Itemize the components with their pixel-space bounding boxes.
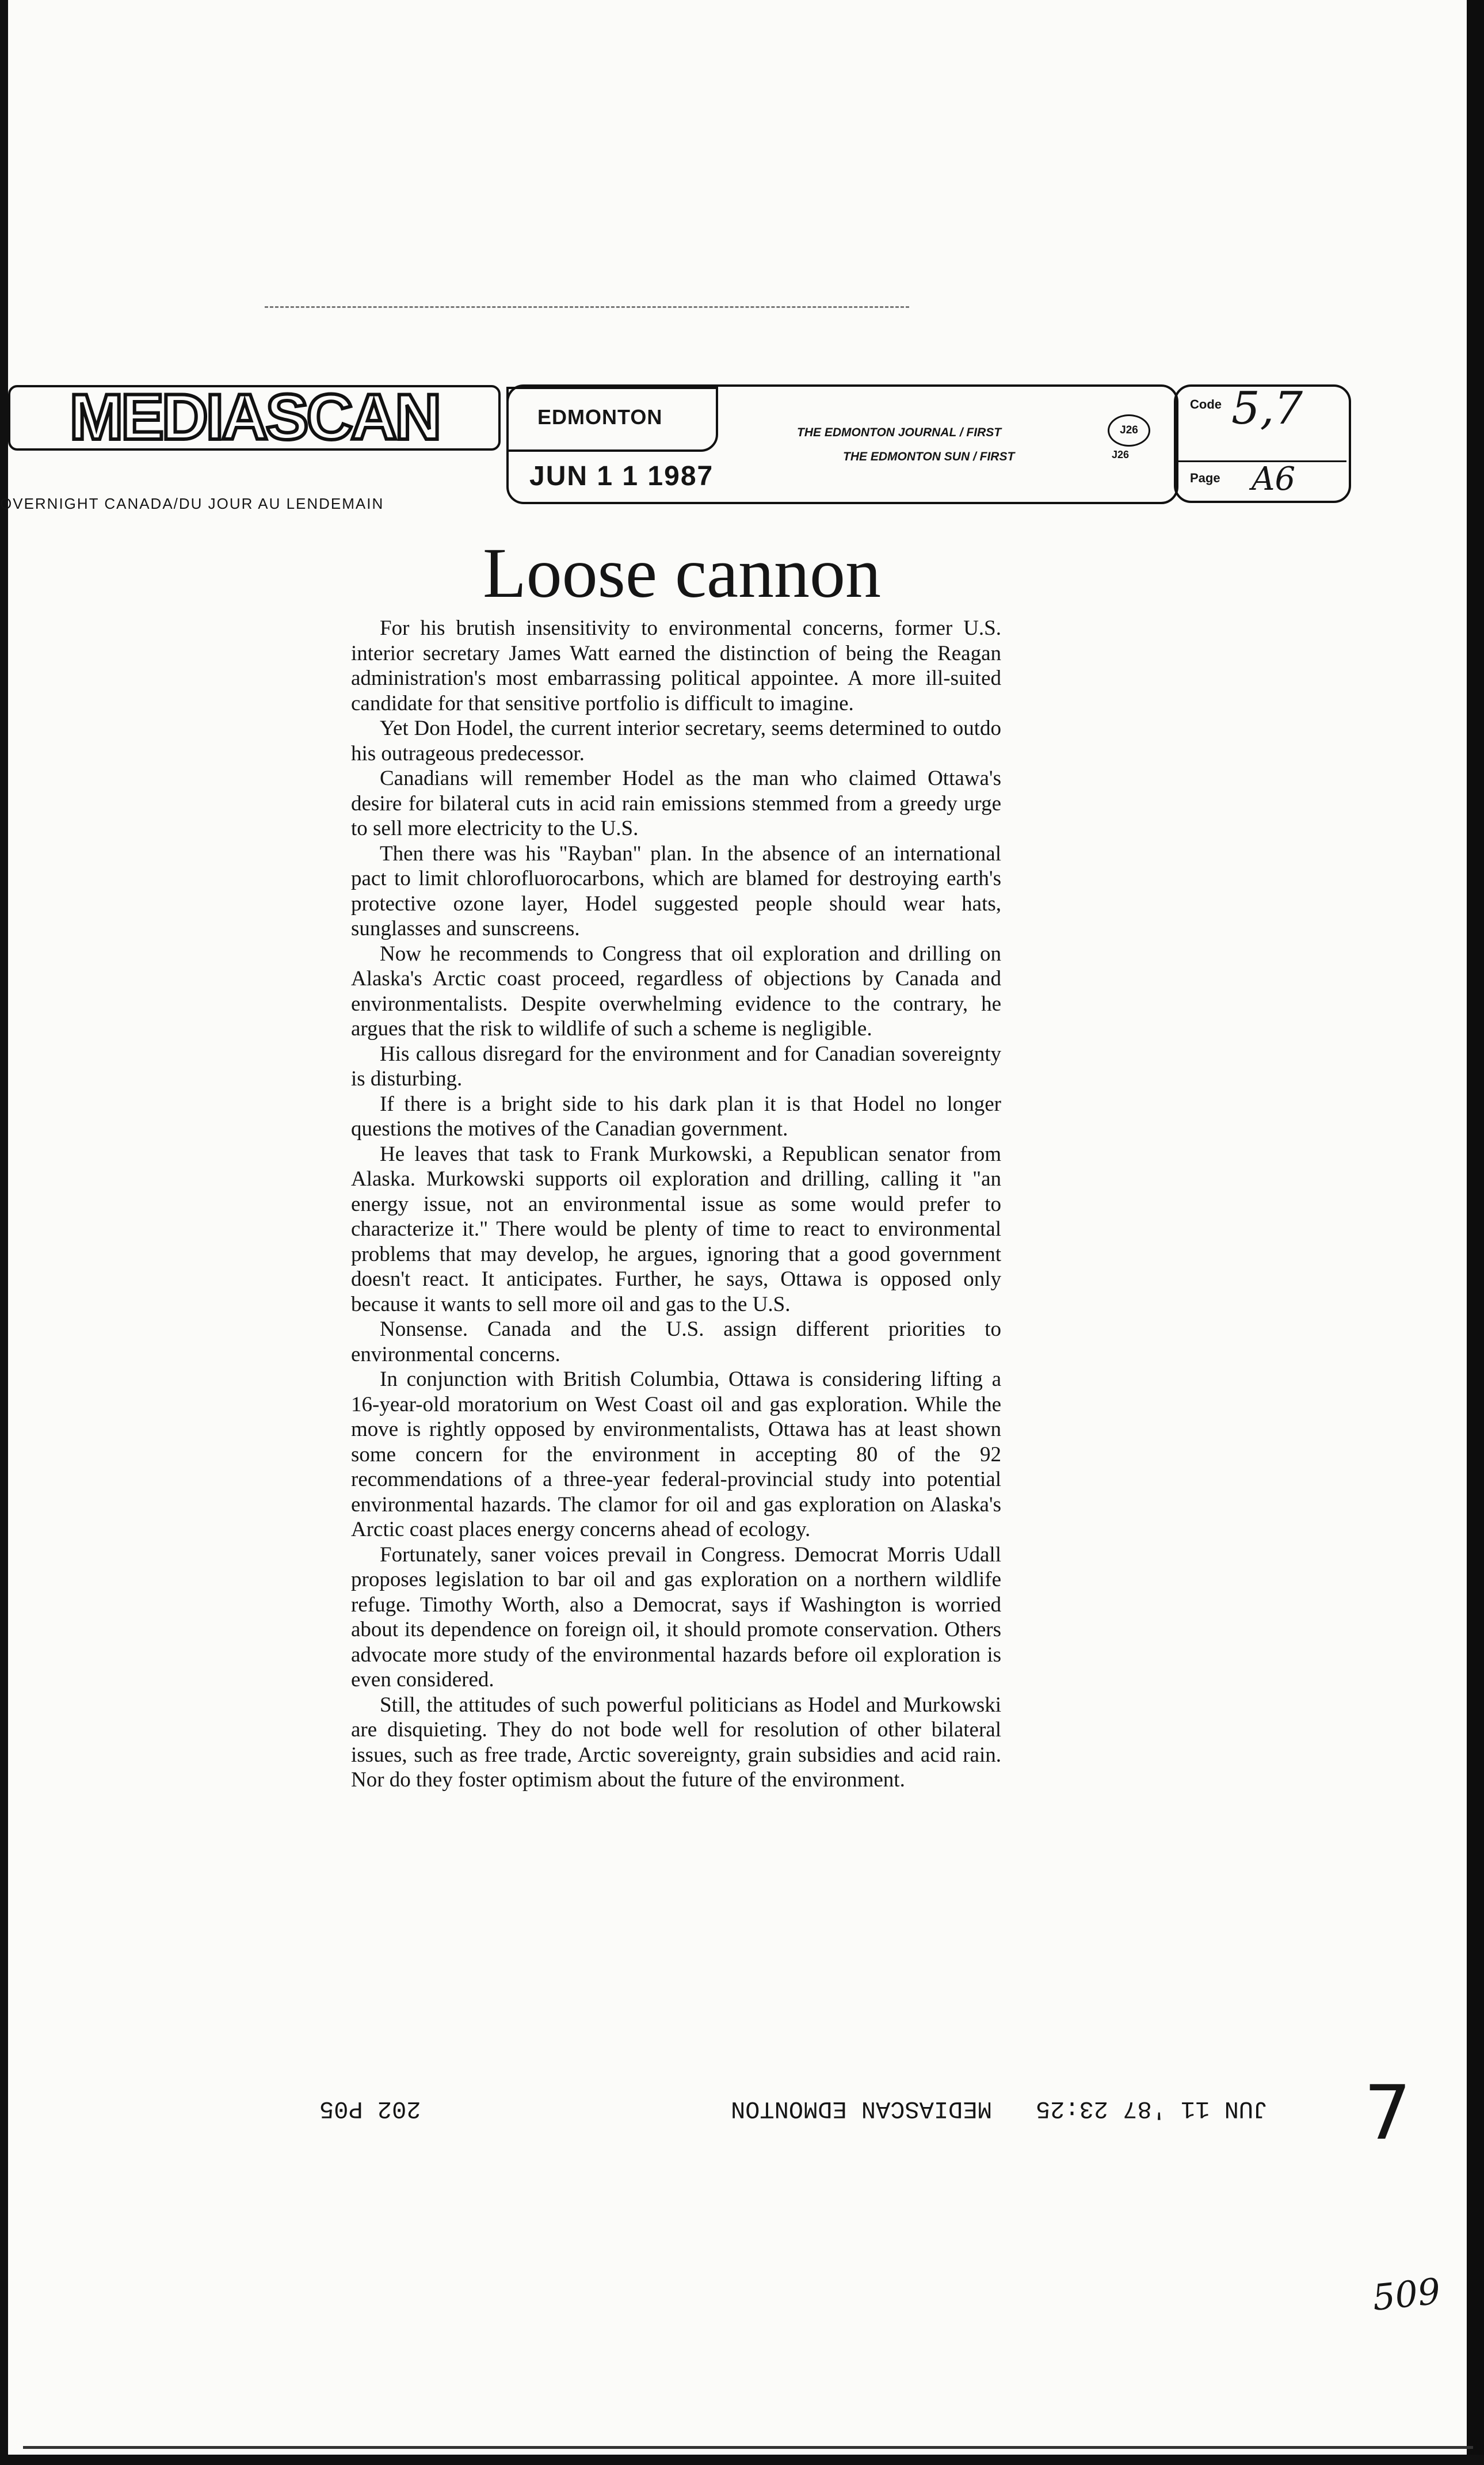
headline: Loose cannon [482, 534, 882, 612]
paragraph: In conjunction with British Columbia, Ottawa is considering lifting a 16-year-old moratorium on West Coast oil and gas exploration. While the move is rightly opposed by environmentalists, Ottawa has at least shown some concern for the environment in accepting 80 of the 92 recommendations of a three-year federal-provincial study into potential environmental hazards. The clamor for oil and gas exploration on Alaska's Arctic coast places energy concerns ahead of ecology. [351, 1367, 1001, 1541]
paragraph: Still, the attitudes of such powerful politicians as Hodel and Murkowski are disquieting. They do not bode well for resolution of other bilateral issues, such as free trade, Arctic sovereignty, grain subsidies and acid rain. Nor do they foster optimism about the future of the environment. [351, 1693, 1001, 1792]
paragraph: Canadians will remember Hodel as the man who claimed Ottawa's desire for bilateral cuts in acid rain emissions stemmed from a greedy urge to sell more electricity to the U.S. [351, 767, 1001, 840]
scan-dotted-line [265, 306, 909, 308]
scan-left-edge [0, 0, 8, 2465]
paragraph: His callous disregard for the environment and for Canadian sovereignty is disturbing. [351, 1042, 1001, 1091]
paragraph: For his brutish insensitivity to environmental concerns, former U.S. interior secretary James Watt earned the distinction of being the Reagan administration's most embarrassing political appointee. A more ill-suited candidate for that sensitive portfolio is difficult to imagine. [351, 616, 1001, 715]
publication-2: THE EDMONTON SUN / FIRST [843, 450, 1015, 463]
tagline: OVERNIGHT CANADA/DU JOUR AU LENDEMAIN [0, 495, 384, 512]
scan-bottom-line [23, 2446, 1473, 2449]
publication-1: THE EDMONTON JOURNAL / FIRST [797, 426, 1002, 439]
paragraph: Now he recommends to Congress that oil exploration and drilling on Alaska's Arctic coast proceed, regardless of objections by Canada and environmentalists. Despite overwhelming evidence to the contrary, he argues that the risk to wildlife of such a scheme is negligible. [351, 942, 1001, 1041]
scan-bottom-edge [0, 2455, 1484, 2465]
fax-page-code: 202 P05 [319, 2095, 421, 2123]
article-body [351, 616, 1001, 1793]
publication-code-2: J26 [1112, 449, 1130, 460]
paragraph: Then there was his "Rayban" plan. In the absence of an international pact to limit chlorofluorocarbons, which are blamed for destroying earth's protective ozone layer, Hodel suggested people should wear hats, sunglasses and sunscreens. [351, 841, 1001, 940]
paragraph: He leaves that task to Frank Murkowski, a Republican senator from Alaska. Murkowski supports oil exploration and drilling, calling it "an energy issue, not an environmental issue as some would prefer to characterize it." There would be plenty of time to react to environmental problems that may develop, he argues, ignoring that a good government doesn't react. It anticipates. Further, he says, Ottawa is opposed only because it wants to sell more oil and gas to the U.S. [351, 1142, 1001, 1316]
handwritten-number: 7 [1364, 2069, 1411, 2157]
paragraph: Fortunately, saner voices prevail in Congress. Democrat Morris Udall proposes legislation to bar oil and gas exploration on a northern wildlife refuge. Timothy Worth, also a Democrat, says if Washington is worried about its dependence on foreign oil, it should promote conservation. Others advocate more study of the environmental hazards before oil exploration is even considered. [351, 1542, 1001, 1691]
handwritten-bottom-number: 509 [1370, 2270, 1443, 2319]
fax-timestamp: JUN 11 '87 23:25 [1036, 2095, 1268, 2123]
paragraph: If there is a bright side to his dark plan it is that Hodel no longer questions the motives of the Canadian government. [351, 1092, 1001, 1141]
publication-code-badge: J26 [1108, 414, 1150, 447]
code-label: Code [1190, 397, 1222, 412]
paragraph: Nonsense. Canada and the U.S. assign different priorities to environmental concerns. [351, 1317, 1001, 1366]
logo-text: MEDIASCAN [69, 383, 440, 453]
page-value: A6 [1252, 460, 1296, 498]
city-label: EDMONTON [537, 405, 663, 429]
fax-source: MEDIASCAN EDMONTON [731, 2095, 992, 2123]
city-box [506, 387, 718, 452]
paragraph: Yet Don Hodel, the current interior secretary, seems determined to outdo his outrageous predecessor. [351, 717, 1001, 765]
issue-date: JUN 1 1 1987 [529, 461, 714, 492]
mediascan-logo [7, 383, 502, 453]
page-label: Page [1190, 471, 1220, 485]
scan-right-edge [1467, 0, 1484, 2465]
code-value: 5,7 [1231, 383, 1303, 435]
